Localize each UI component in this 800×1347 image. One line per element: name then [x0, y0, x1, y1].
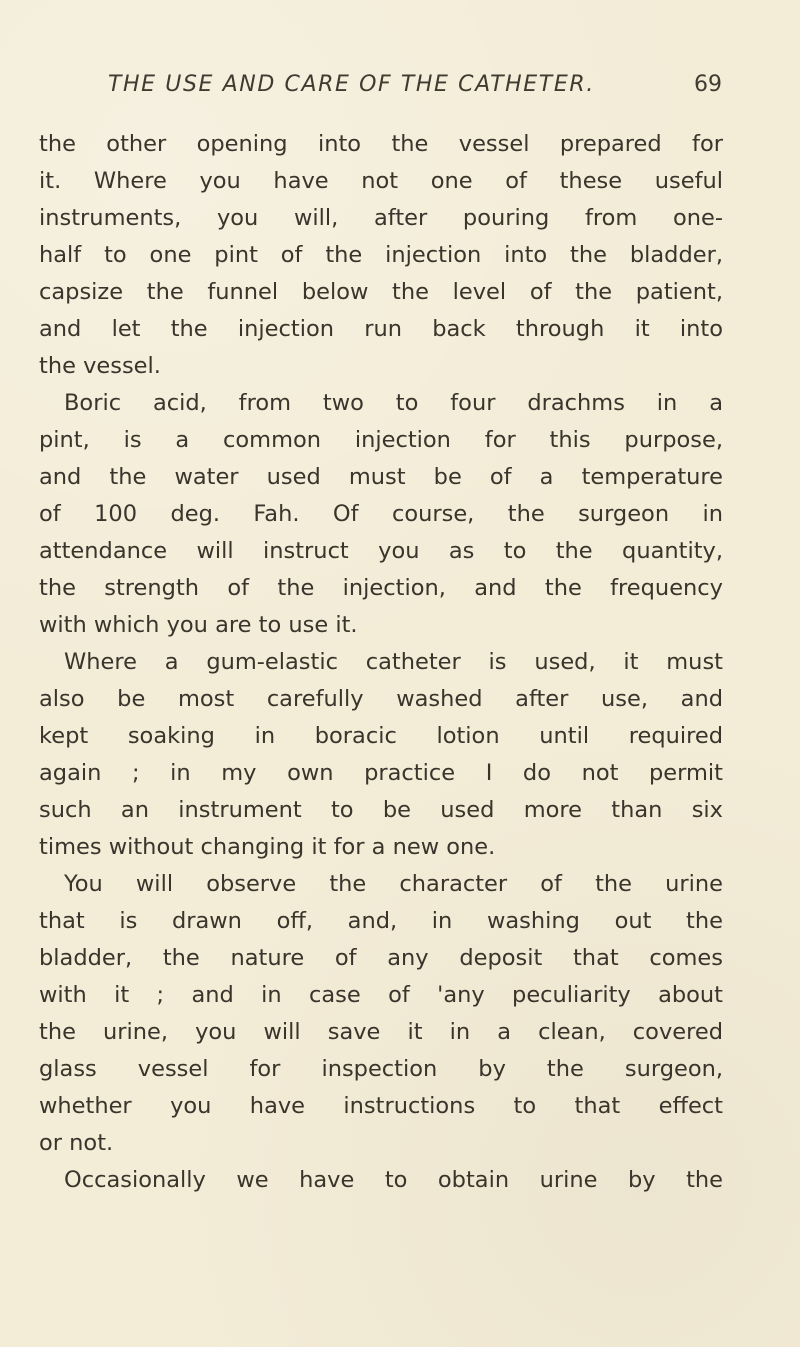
text-line: Occasionally we have to obtain urine by the: [64, 1167, 723, 1193]
text-line: with which you are to use it.: [39, 612, 358, 638]
text-line: attendance will instruct you as to the quantity,: [39, 538, 723, 564]
text-line: again ; in my own practice I do not permit: [39, 760, 723, 786]
text-line: and let the injection run back through it into: [39, 316, 723, 342]
text-line: pint, is a common injection for this purpose,: [39, 427, 723, 453]
text-line: such an instrument to be used more than six: [39, 797, 723, 823]
text-line: and the water used must be of a temperature: [39, 464, 723, 490]
text-line: You will observe the character of the urine: [64, 871, 723, 897]
text-line: glass vessel for inspection by the surgeon,: [39, 1056, 723, 1082]
running-title: THE USE AND CARE OF THE CATHETER.: [108, 72, 595, 97]
text-line: Where a gum-elastic catheter is used, it must: [64, 649, 723, 675]
running-head: [108, 72, 722, 108]
text-line: half to one pint of the injection into the bladder,: [39, 242, 723, 268]
text-line: kept soaking in boracic lotion until required: [39, 723, 723, 749]
text-line: it. Where you have not one of these useful: [39, 168, 723, 194]
text-line: with it ; and in case of 'any peculiarity about: [39, 982, 723, 1008]
text-line: of 100 deg. Fah. Of course, the surgeon in: [39, 501, 723, 527]
text-line: that is drawn off, and, in washing out the: [39, 908, 723, 934]
text-line: the other opening into the vessel prepared for: [39, 131, 723, 157]
text-line: whether you have instructions to that effect: [39, 1093, 723, 1119]
text-line: capsize the funnel below the level of the patient,: [39, 279, 723, 305]
page-number: 69: [694, 72, 722, 97]
text-line: Boric acid, from two to four drachms in a: [64, 390, 723, 416]
text-line: the strength of the injection, and the frequency: [39, 575, 723, 601]
text-line: the urine, you will save it in a clean, covered: [39, 1019, 723, 1045]
text-line: bladder, the nature of any deposit that comes: [39, 945, 723, 971]
text-line: instruments, you will, after pouring from one-: [39, 205, 723, 231]
text-line: or not.: [39, 1130, 114, 1156]
text-line: also be most carefully washed after use, and: [39, 686, 723, 712]
text-line: times without changing it for a new one.: [39, 834, 496, 860]
body-text: [39, 126, 723, 1199]
text-line: the vessel.: [39, 353, 161, 379]
